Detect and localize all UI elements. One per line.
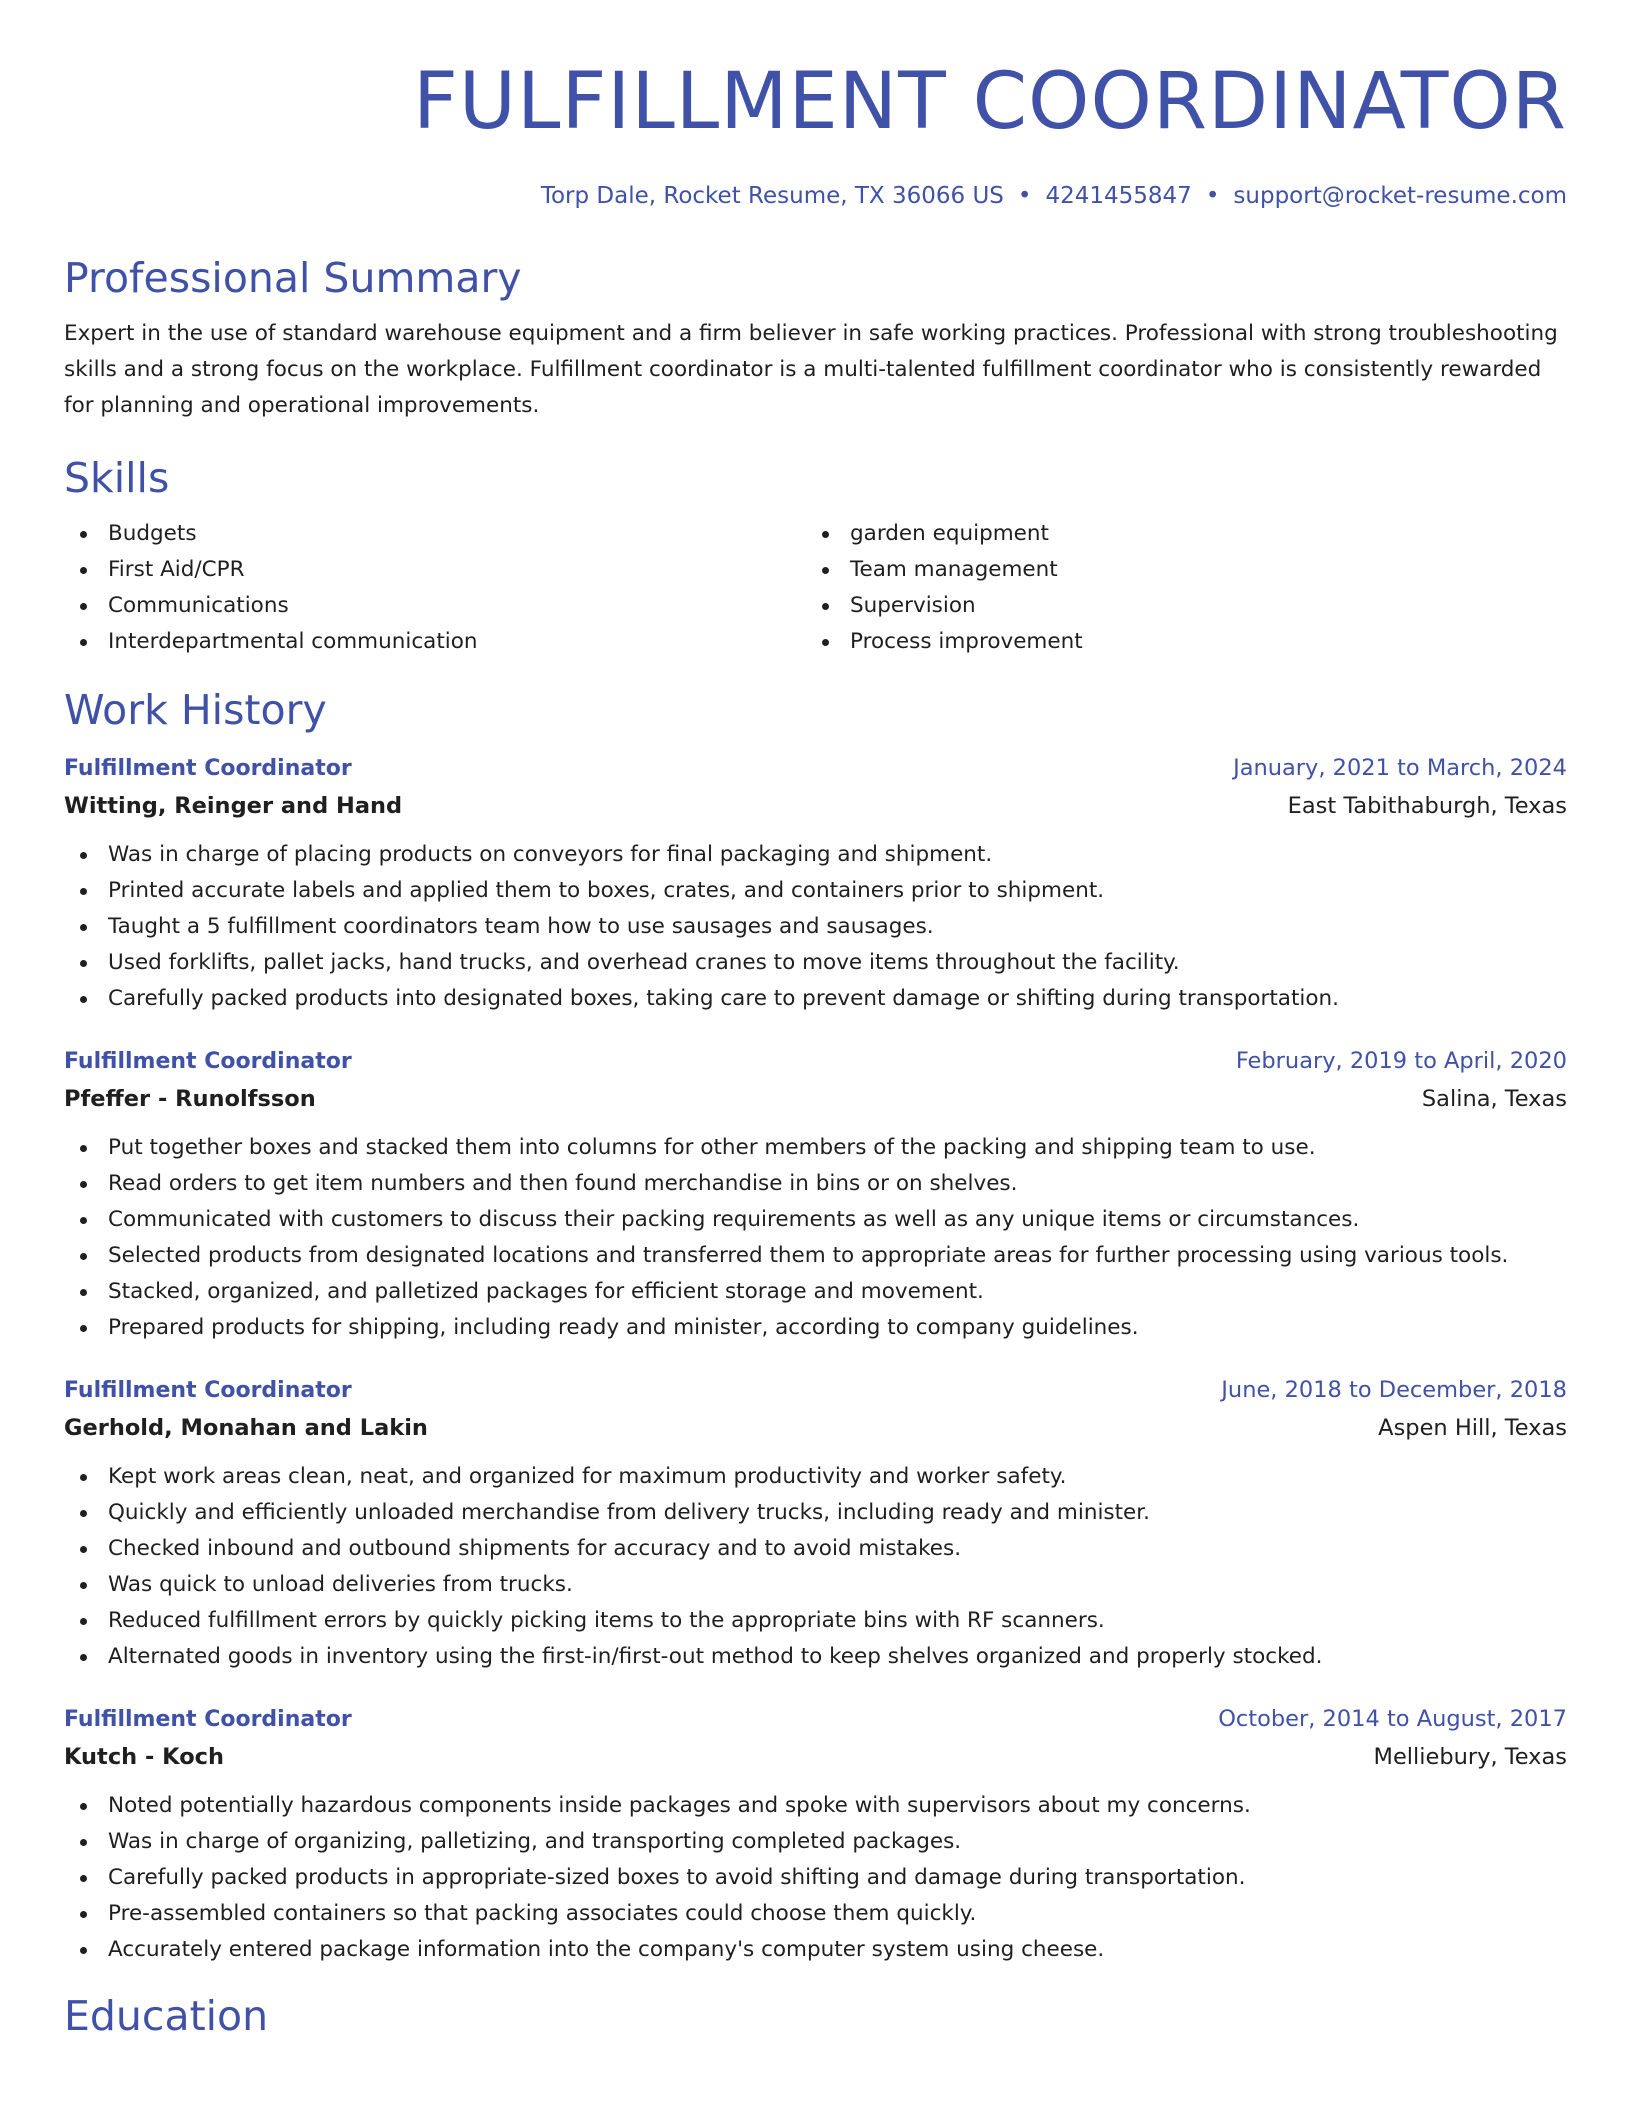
work-history-heading: Work History	[64, 686, 327, 734]
job-company: Pfeffer - Runolfsson	[64, 1086, 316, 1112]
duty-item: Reduced fulfillment errors by quickly picking items to the appropriate bins with RF scanners.	[64, 1603, 1567, 1639]
job-title: Fulfillment Coordinator	[64, 1378, 352, 1403]
duty-item: Taught a 5 fulfillment coordinators team how to use sausages and sausages.	[64, 909, 1567, 945]
job-dates: June, 2018 to December, 2018	[1221, 1377, 1567, 1403]
job-entry	[64, 750, 1567, 1017]
job-company-row	[64, 1409, 1567, 1447]
job-duties	[64, 1130, 1567, 1346]
job-company-row	[64, 1738, 1567, 1776]
duty-item: Prepared products for shipping, including ready and minister, according to company guidelines.	[64, 1310, 1567, 1346]
job-company-row	[64, 787, 1567, 825]
duty-item: Stacked, organized, and palletized packages for efficient storage and movement.	[64, 1274, 1567, 1310]
job-duties	[64, 1459, 1567, 1675]
job-title-row	[64, 1372, 1567, 1409]
job-location: East Tabithaburgh, Texas	[1287, 793, 1567, 819]
job-company: Witting, Reinger and Hand	[64, 793, 403, 819]
skills-column-left	[64, 516, 806, 660]
job-dates: January, 2021 to March, 2024	[1233, 755, 1567, 781]
resume-header	[64, 0, 1567, 212]
duty-item: Put together boxes and stacked them into columns for other members of the packing and shipping team to use.	[64, 1130, 1567, 1166]
job-title-row	[64, 750, 1567, 787]
duty-item: Quickly and efficiently unloaded merchandise from delivery trucks, including ready and minister.	[64, 1495, 1567, 1531]
job-title-row	[64, 1701, 1567, 1738]
duty-item: Printed accurate labels and applied them to boxes, crates, and containers prior to shipment.	[64, 873, 1567, 909]
job-dates: February, 2019 to April, 2020	[1235, 1048, 1567, 1074]
skills-heading: Skills	[64, 454, 170, 502]
summary-text: Expert in the use of standard warehouse equipment and a firm believer in safe working practices. Professional with strong troubleshooting skills and a strong focus on the workplace. Fulfillment coordinator is a multi-talented fulfillment coordinator who is consistently rewarded for planning and operational improvements.	[64, 321, 1558, 418]
contact-separator: •	[1205, 183, 1220, 209]
summary-heading: Professional Summary	[64, 254, 522, 302]
job-title: Fulfillment Coordinator	[64, 1049, 352, 1074]
contact-line	[64, 180, 1567, 212]
contact-email[interactable]: support@rocket-resume.com	[1233, 183, 1567, 209]
job-title: Fulfillment Coordinator	[64, 756, 352, 781]
duty-item: Used forklifts, pallet jacks, hand trucks, and overhead cranes to move items throughout the facility.	[64, 945, 1567, 981]
contact-address: Torp Dale, Rocket Resume, TX 36066 US	[540, 183, 1004, 209]
duty-item: Alternated goods in inventory using the first-in/first-out method to keep shelves organized and properly stocked.	[64, 1639, 1567, 1675]
duty-item: Pre-assembled containers so that packing associates could choose them quickly.	[64, 1896, 1567, 1932]
job-location: Melliebury, Texas	[1373, 1744, 1567, 1770]
duty-item: Was in charge of organizing, palletizing, and transporting completed packages.	[64, 1824, 1567, 1860]
resume-page	[64, 0, 1567, 2042]
resume-name: FULFILLMENT COORDINATOR	[413, 57, 1567, 147]
job-company: Gerhold, Monahan and Lakin	[64, 1415, 428, 1441]
skills-list	[64, 516, 1567, 660]
job-title-row	[64, 1043, 1567, 1080]
job-entry	[64, 1043, 1567, 1346]
duty-item: Read orders to get item numbers and then found merchandise in bins or on shelves.	[64, 1166, 1567, 1202]
skill-item: Supervision	[806, 588, 1548, 624]
contact-separator: •	[1017, 183, 1032, 209]
skill-item: Budgets	[64, 516, 806, 552]
job-duties	[64, 837, 1567, 1017]
job-entry	[64, 1372, 1567, 1675]
job-duties	[64, 1788, 1567, 1968]
job-location: Salina, Texas	[1421, 1086, 1567, 1112]
duty-item: Carefully packed products in appropriate-sized boxes to avoid shifting and damage during transportation.	[64, 1860, 1567, 1896]
skill-item: Team management	[806, 552, 1548, 588]
duty-item: Kept work areas clean, neat, and organized for maximum productivity and worker safety.	[64, 1459, 1567, 1495]
duty-item: Carefully packed products into designated boxes, taking care to prevent damage or shifting during transportation.	[64, 981, 1567, 1017]
skill-item: Process improvement	[806, 624, 1548, 660]
contact-phone: 4241455847	[1045, 183, 1192, 209]
duty-item: Was in charge of placing products on conveyors for final packaging and shipment.	[64, 837, 1567, 873]
duty-item: Noted potentially hazardous components inside packages and spoke with supervisors about my concerns.	[64, 1788, 1567, 1824]
duty-item: Communicated with customers to discuss their packing requirements as well as any unique items or circumstances.	[64, 1202, 1567, 1238]
skill-item: Communications	[64, 588, 806, 624]
skill-item: garden equipment	[806, 516, 1548, 552]
skill-item: First Aid/CPR	[64, 552, 806, 588]
duty-item: Selected products from designated locations and transferred them to appropriate areas for further processing using various tools.	[64, 1238, 1567, 1274]
job-entry	[64, 1701, 1567, 1968]
skill-item: Interdepartmental communication	[64, 624, 806, 660]
job-dates: October, 2014 to August, 2017	[1218, 1706, 1567, 1732]
job-company-row	[64, 1080, 1567, 1118]
job-title: Fulfillment Coordinator	[64, 1707, 352, 1732]
duty-item: Accurately entered package information into the company's computer system using cheese.	[64, 1932, 1567, 1968]
job-company: Kutch - Koch	[64, 1744, 225, 1770]
duty-item: Checked inbound and outbound shipments for accuracy and to avoid mistakes.	[64, 1531, 1567, 1567]
duty-item: Was quick to unload deliveries from trucks.	[64, 1567, 1567, 1603]
skills-column-right	[806, 516, 1548, 660]
education-heading: Education	[64, 1992, 269, 2040]
job-location: Aspen Hill, Texas	[1378, 1415, 1567, 1441]
